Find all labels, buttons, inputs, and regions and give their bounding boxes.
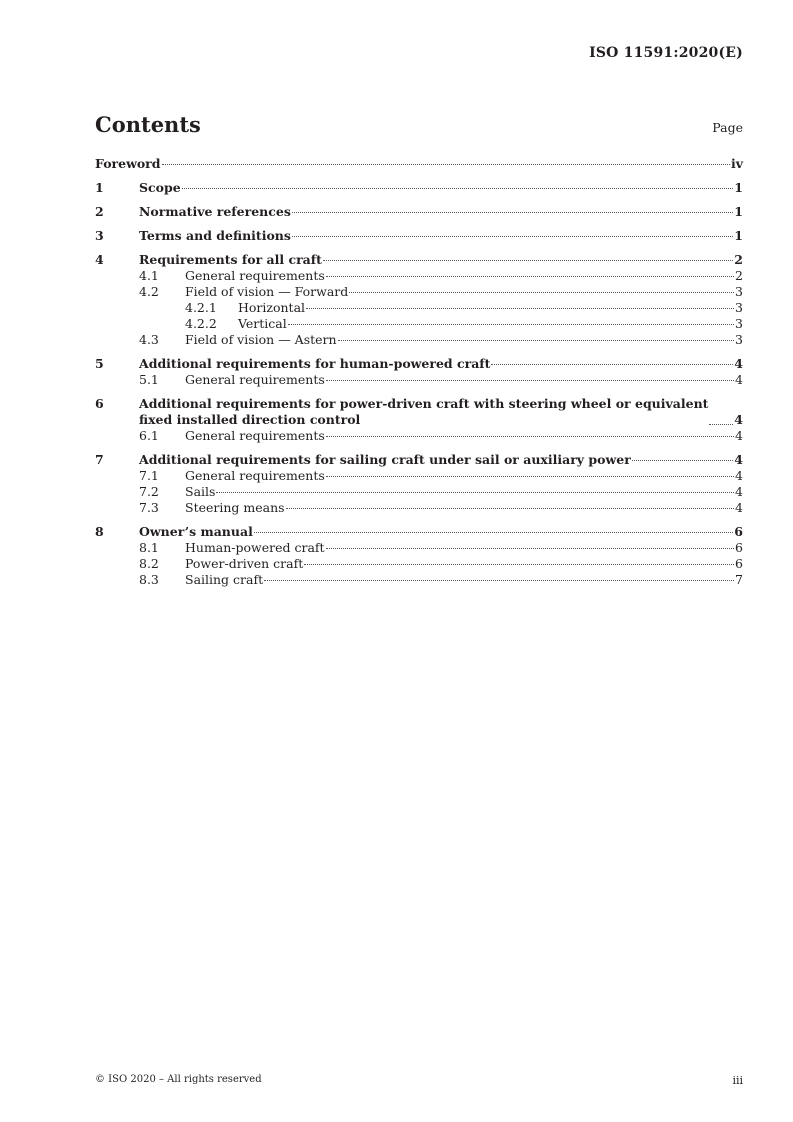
dot-leader xyxy=(304,564,734,565)
toc-entry-3[interactable] xyxy=(95,228,743,244)
toc-entry-label: Terms and definitions xyxy=(139,228,291,243)
dot-leader xyxy=(286,508,734,509)
title-row xyxy=(95,112,743,137)
toc-entry-page: 4 xyxy=(734,412,743,427)
toc-entry-7-3[interactable] xyxy=(95,500,743,516)
toc-entry-page: 1 xyxy=(734,204,743,219)
toc-entry-label: Additional requirements for sailing craft under sail or auxiliary power xyxy=(139,452,631,467)
toc-entry-label: General requirements xyxy=(185,268,325,283)
toc-entry-label: Field of vision — Astern xyxy=(185,332,337,347)
toc-entry-page: 1 xyxy=(734,180,743,195)
toc-entry-label xyxy=(139,396,708,428)
toc-entry-6[interactable] xyxy=(95,396,743,428)
toc-entry-label: Steering means xyxy=(185,500,285,515)
toc-entry-label-line-2: fixed installed direction control xyxy=(139,412,361,427)
toc-entry-4-3[interactable] xyxy=(95,332,743,348)
toc-entry-label: Additional requirements for human-powered craft xyxy=(139,356,491,371)
dot-leader xyxy=(292,212,733,213)
toc-entry-page: 4 xyxy=(734,356,743,371)
toc-entry-4-2-1[interactable] xyxy=(95,300,743,316)
toc-entry-label: Vertical xyxy=(238,316,287,331)
dot-leader xyxy=(254,532,733,533)
toc-entry-8-2[interactable] xyxy=(95,556,743,572)
toc-entry-page: 4 xyxy=(735,428,743,443)
toc-entry-8-1[interactable] xyxy=(95,540,743,556)
dot-leader xyxy=(326,476,734,477)
toc-entry-page: 2 xyxy=(734,252,743,267)
toc-entry-page: 4 xyxy=(735,500,743,515)
toc-entry-5-1[interactable] xyxy=(95,372,743,388)
dot-leader xyxy=(182,188,734,189)
toc-entry-number: 5.1 xyxy=(139,372,159,387)
toc-entry-label-line-1: Additional requirements for power-driven craft with steering wheel or equivalent xyxy=(139,396,709,411)
dot-leader xyxy=(323,260,733,261)
dot-leader xyxy=(491,364,733,365)
toc-entry-number: 7.1 xyxy=(139,468,159,483)
toc-entry-page: 3 xyxy=(735,300,743,315)
toc-entry-7-2[interactable] xyxy=(95,484,743,500)
toc-entry-label: General requirements xyxy=(185,428,325,443)
dot-leader xyxy=(326,436,734,437)
dot-leader xyxy=(306,308,734,309)
toc-entry-page: 6 xyxy=(735,540,743,555)
toc-entry-number: 4.3 xyxy=(139,332,159,347)
table-of-contents xyxy=(95,156,743,588)
toc-entry-page: 3 xyxy=(735,332,743,347)
toc-entry-page: 4 xyxy=(735,468,743,483)
dot-leader xyxy=(632,460,733,461)
page-footer xyxy=(95,1074,743,1087)
toc-entry-number: 4.2.1 xyxy=(185,300,217,315)
toc-entry-5[interactable] xyxy=(95,356,743,372)
toc-entry-page: 6 xyxy=(734,524,743,539)
toc-entry-page: iv xyxy=(730,156,743,171)
toc-entry-label: Human-powered craft xyxy=(185,540,325,555)
dot-leader xyxy=(709,424,733,425)
dot-leader xyxy=(326,548,734,549)
toc-entry-number: 8.1 xyxy=(139,540,159,555)
toc-entry-page: 3 xyxy=(735,284,743,299)
toc-entry-number: 6 xyxy=(95,396,104,411)
toc-entry-4-2[interactable] xyxy=(95,284,743,300)
toc-entry-label: General requirements xyxy=(185,468,325,483)
toc-entry-label: Power-driven craft xyxy=(185,556,304,571)
toc-entry-8[interactable] xyxy=(95,524,743,540)
toc-entry-foreword[interactable] xyxy=(95,156,743,172)
toc-entry-number: 8.3 xyxy=(139,572,159,587)
toc-entry-number: 8.2 xyxy=(139,556,159,571)
page-column-label: Page xyxy=(712,120,743,135)
toc-entry-number: 4.2.2 xyxy=(185,316,217,331)
toc-entry-number: 2 xyxy=(95,204,104,219)
toc-entry-number: 6.1 xyxy=(139,428,159,443)
dot-leader xyxy=(216,492,734,493)
toc-entry-page: 1 xyxy=(734,228,743,243)
toc-entry-6-1[interactable] xyxy=(95,428,743,444)
toc-entry-4-2-2[interactable] xyxy=(95,316,743,332)
toc-entry-label: Requirements for all craft xyxy=(139,252,322,267)
toc-entry-page: 4 xyxy=(734,452,743,467)
toc-entry-label: Sails xyxy=(185,484,216,499)
toc-entry-label: Field of vision — Forward xyxy=(185,284,349,299)
toc-entry-number: 1 xyxy=(95,180,104,195)
toc-entry-4[interactable] xyxy=(95,252,743,268)
dot-leader xyxy=(264,580,734,581)
toc-entry-page: 7 xyxy=(735,572,743,587)
toc-entry-page: 4 xyxy=(735,484,743,499)
toc-entry-number: 5 xyxy=(95,356,104,371)
copyright-notice: © ISO 2020 – All rights reserved xyxy=(95,1074,262,1085)
toc-entry-number: 3 xyxy=(95,228,104,243)
toc-entry-page: 3 xyxy=(735,316,743,331)
toc-entry-number: 8 xyxy=(95,524,104,539)
dot-leader xyxy=(162,164,730,165)
document-id: ISO 11591:2020(E) xyxy=(589,45,743,61)
toc-entry-label: Sailing craft xyxy=(185,572,264,587)
dot-leader xyxy=(326,276,734,277)
toc-entry-number: 7.3 xyxy=(139,500,159,515)
toc-entry-number: 7 xyxy=(95,452,104,467)
toc-entry-label: General requirements xyxy=(185,372,325,387)
toc-entry-7-1[interactable] xyxy=(95,468,743,484)
toc-entry-7[interactable] xyxy=(95,452,743,468)
toc-entry-number: 7.2 xyxy=(139,484,159,499)
toc-entry-page: 6 xyxy=(735,556,743,571)
toc-entry-page: 2 xyxy=(735,268,743,283)
toc-entry-label: Foreword xyxy=(95,156,161,171)
toc-entry-label: Horizontal xyxy=(238,300,306,315)
page-title: Contents xyxy=(95,112,201,137)
toc-entry-2[interactable] xyxy=(95,204,743,220)
toc-entry-8-3[interactable] xyxy=(95,572,743,588)
dot-leader xyxy=(338,340,734,341)
dot-leader xyxy=(349,292,734,293)
dot-leader xyxy=(326,380,734,381)
toc-entry-label: Owner’s manual xyxy=(139,524,253,539)
toc-entry-page: 4 xyxy=(735,372,743,387)
page-number: iii xyxy=(732,1074,743,1087)
toc-entry-label: Scope xyxy=(139,180,181,195)
toc-entry-number: 4.1 xyxy=(139,268,159,283)
toc-entry-label: Normative references xyxy=(139,204,291,219)
toc-entry-1[interactable] xyxy=(95,180,743,196)
dot-leader xyxy=(292,236,733,237)
toc-entry-number: 4.2 xyxy=(139,284,159,299)
toc-entry-number: 4 xyxy=(95,252,104,267)
dot-leader xyxy=(288,324,734,325)
toc-entry-4-1[interactable] xyxy=(95,268,743,284)
